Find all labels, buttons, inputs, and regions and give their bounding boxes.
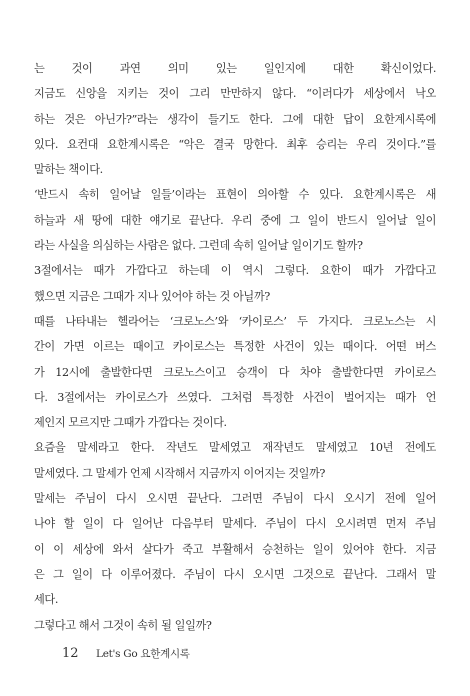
text-line: 하늘과 새 땅에 대한 얘기로 끝난다. 우리 중에 그 일이 반드시 일어날 일이 [34, 213, 436, 227]
text-line: 간이 가면 이르는 때이고 카이로스는 특정한 사건이 있는 때이다. 어떤 버스 [34, 340, 436, 354]
text-line: 나야 할 일이 다 일어난 다음부터 말세다. 주님이 다시 오시려면 먼저 주님 [34, 517, 436, 531]
text-line: 3절에서는 때가 가깝다고 하는데 이 역시 그렇다. 요한이 때가 가깝다고 [34, 264, 436, 278]
text-line: 하는 것은 아닌가?”라는 생각이 들기도 한다. 그에 대한 답이 요한계시록에 [34, 112, 436, 126]
text-line: 지금도 신앙을 지키는 것이 그리 만만하지 않다. “이러다가 세상에서 낙오 [34, 87, 436, 101]
text-line: ‘반드시 속히 일어날 일들’이라는 표현이 의아할 수 있다. 요한계시록은 새 [34, 188, 436, 202]
text-line: 가 12시에 출발한다면 크로노스이고 승객이 다 차야 출발한다면 카이로스 [34, 365, 436, 379]
page-number: 12 [62, 646, 79, 661]
text-line: 제인지 모르지만 그때가 가깝다는 것이다. [34, 416, 227, 430]
text-line: 은 그 일이 다 이루어졌다. 주님이 다시 오시면 그것으로 끝난다. 그래서 말 [34, 567, 436, 581]
text-line: 말세였다. 그 말세가 언제 시작해서 지금까지 이어지는 것일까? [34, 466, 326, 480]
running-title: Let's Go 요한계시록 [96, 648, 190, 660]
text-line: 세다. [34, 593, 58, 607]
text-line: 다. 3절에서는 카이로스가 쓰였다. 그처럼 특정한 사건이 벌어지는 때가 언 [34, 390, 436, 404]
text-line: 말하는 책이다. [34, 163, 103, 177]
text-line: 했으면 지금은 그때가 지나 있어야 하는 것 아닐까? [34, 289, 270, 303]
text-line: 이 이 세상에 와서 살다가 죽고 부활해서 승천하는 일이 있어야 한다. 지금 [34, 542, 436, 556]
text-line: 는 것이 과연 의미 있는 일인지에 대한 확신이었다. [34, 62, 436, 75]
body-text [34, 56, 436, 638]
text-line: 때를 나타내는 헬라어는 ‘크로노스’와 ‘카이로스’ 두 가지다. 크로노스는 시 [34, 314, 436, 328]
page-footer [62, 646, 190, 661]
text-line: 말세는 주님이 다시 오시면 끝난다. 그러면 주님이 다시 오시기 전에 일어 [34, 492, 436, 506]
text-line: 라는 사실을 의심하는 사람은 없다. 그런데 속히 일어날 일이기도 할까? [34, 239, 363, 253]
text-line: 그렇다고 해서 그것이 속히 될 일일까? [34, 618, 212, 632]
text-line: 있다. 요컨대 요한계시록은 “악은 결국 망한다. 최후 승리는 우리 것이다.”를 [34, 137, 436, 151]
text-line: 요즘을 말세라고 한다. 작년도 말세였고 재작년도 말세였고 10년 전에도 [34, 441, 436, 455]
